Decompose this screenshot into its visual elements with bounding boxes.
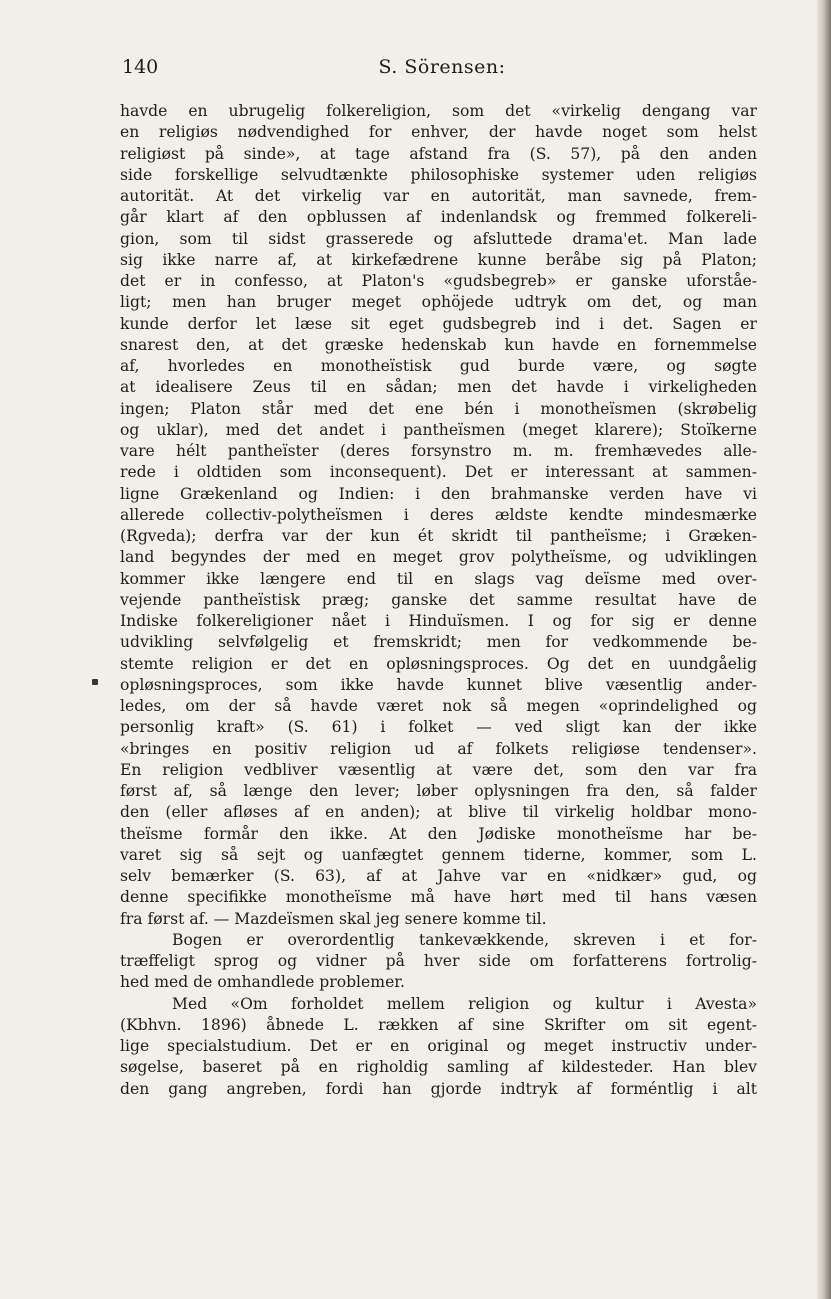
text-line: hed med de omhandlede problemer. bbox=[120, 973, 405, 992]
text-line: ligt; men han bruger meget ophöjede udtryk om det, og man bbox=[120, 293, 757, 312]
text-line: den gang angreben, fordi han gjorde indtryk af forméntlig i alt bbox=[120, 1079, 757, 1098]
running-head: S. Sörensen: bbox=[378, 56, 506, 78]
page-number: 140 bbox=[122, 56, 159, 78]
text-line: (Kbhvn. 1896) åbnede L. rækken af sine Skrifter om sit egent- bbox=[120, 1015, 757, 1034]
text-line: Indiske folkereligioner nået i Hinduïsmen. I og for sig er denne bbox=[120, 612, 757, 630]
text-line: opløsningsproces, som ikke havde kunnet blive væsentlig ander- bbox=[120, 675, 757, 694]
text-line: den (eller afløses af en anden); at blive til virkelig holdbar mono- bbox=[120, 803, 757, 822]
text-line: ingen; Platon står med det ene bén i monotheïsmen (skrøbelig bbox=[120, 399, 757, 418]
text-line: går klart af den opblussen af indenlandsk og fremmed folkereli- bbox=[120, 208, 757, 227]
text-line: Bogen er overordentlig tankevækkende, skreven i et for- bbox=[172, 930, 757, 949]
text-line: stemte religion er det en opløsningsproces. Og det en uundgåelig bbox=[120, 654, 757, 673]
text-line: En religion vedbliver væsentlig at være det, som den var fra bbox=[120, 760, 757, 779]
text-line: ligne Grækenland og Indien: i den brahmanske verden have vi bbox=[120, 484, 757, 503]
text-line: kunde derfor let læse sit eget gudsbegreb ind i det. Sagen er bbox=[120, 314, 757, 333]
text-line: søgelse, baseret på en righoldig samling af kildesteder. Han blev bbox=[120, 1058, 757, 1077]
text-line: theïsme formår den ikke. At den Jødiske monotheïsme har be- bbox=[120, 824, 757, 843]
text-line: (Rgveda); derfra var der kun ét skridt til pantheïsme; i Græken- bbox=[120, 527, 757, 545]
text-line: denne specifikke monotheïsme må have hørt med til hans væsen bbox=[120, 888, 757, 907]
text-line: lige specialstudium. Det er en original og meget instructiv under- bbox=[120, 1037, 757, 1055]
text-line: udvikling selvfølgelig et fremskridt; men for vedkommende be- bbox=[120, 633, 757, 652]
text-line: af, hvorledes en monotheïstisk gud burde være, og søgte bbox=[120, 357, 757, 375]
text-line: ledes, om der så havde været nok så megen «oprindelighed og bbox=[120, 697, 757, 715]
text-line: det er in confesso, at Platon's «gudsbegreb» er ganske uforståe- bbox=[120, 272, 757, 290]
text-line: sig ikke narre af, at kirkefædrene kunne beråbe sig på Platon; bbox=[120, 250, 757, 269]
text-line: havde en ubrugelig folkereligion, som det «virkelig dengang var bbox=[120, 102, 757, 120]
text-line: religiøst på sinde», at tage afstand fra (S. 57), på den anden bbox=[120, 144, 757, 163]
body-text bbox=[120, 101, 757, 1100]
page-header bbox=[122, 56, 762, 86]
text-line: Med «Om forholdet mellem religion og kultur i Avesta» bbox=[172, 994, 757, 1013]
page-edge bbox=[817, 0, 831, 1299]
text-line: personlig kraft» (S. 61) i folket — ved sligt kan der ikke bbox=[120, 718, 757, 737]
text-line: fra først af. — Mazdeïsmen skal jeg senere komme til. bbox=[120, 909, 547, 928]
text-line: rede i oldtiden som inconsequent). Det er interessant at sammen- bbox=[120, 463, 757, 482]
text-line: land begyndes der med en meget grov polytheïsme, og udviklingen bbox=[120, 548, 757, 567]
text-line: og uklar), med det andet i pantheïsmen (meget klarere); Stoïkerne bbox=[120, 420, 757, 439]
text-line: vare hélt pantheïster (deres forsynstro m. m. fremhævedes alle- bbox=[120, 442, 757, 460]
text-line: at idealisere Zeus til en sådan; men det havde i virkeligheden bbox=[120, 378, 757, 397]
text-line: allerede collectiv-polytheïsmen i deres ældste kendte mindesmærke bbox=[120, 505, 757, 524]
text-line: selv bemærker (S. 63), af at Jahve var en «nidkær» gud, og bbox=[120, 867, 757, 885]
text-line: side forskellige selvudtænkte philosophiske systemer uden religiøs bbox=[120, 165, 757, 184]
text-line: autorität. At det virkelig var en autorität, man savnede, frem- bbox=[120, 187, 757, 205]
margin-mark bbox=[92, 679, 98, 685]
text-line: snarest den, at det græske hedenskab kun havde en fornemmelse bbox=[120, 335, 757, 354]
text-line: varet sig så sejt og uanfægtet gennem tiderne, kommer, som L. bbox=[120, 845, 757, 864]
text-line: først af, så længe den lever; løber oplysningen fra den, så falder bbox=[120, 782, 757, 800]
text-line: en religiøs nødvendighed for enhver, der havde noget som helst bbox=[120, 123, 757, 142]
text-line: «bringes en positiv religion ud af folkets religiøse tendenser». bbox=[120, 739, 757, 758]
text-line: vejende pantheïstisk præg; ganske det samme resultat have de bbox=[120, 590, 757, 609]
text-line: gion, som til sidst grasserede og afsluttede drama'et. Man lade bbox=[120, 229, 757, 248]
text-line: træffeligt sprog og vidner på hver side om forfatterens fortrolig- bbox=[120, 952, 757, 970]
text-line: kommer ikke længere end til en slags vag deïsme med over- bbox=[120, 569, 757, 588]
